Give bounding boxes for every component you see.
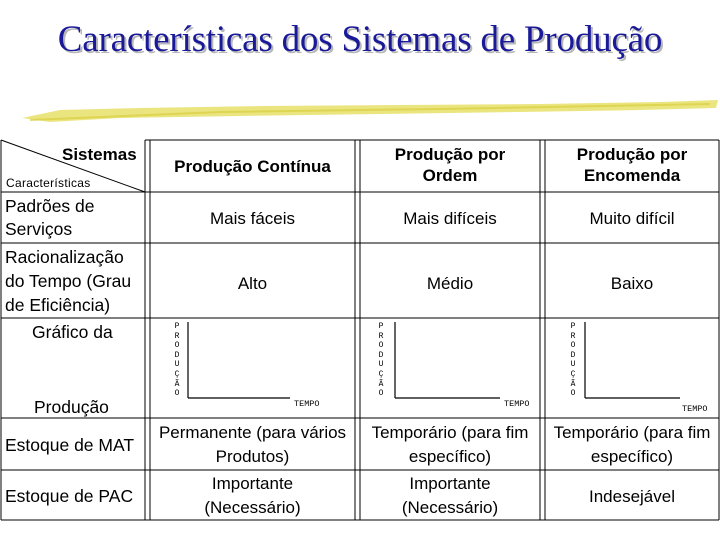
row-label-line: do Tempo (Grau	[5, 271, 132, 291]
cell-racionalizacao-ordem: Médio	[426, 274, 474, 293]
cell-line: específico)	[408, 447, 492, 466]
cell-line: Importante	[409, 474, 491, 493]
y-letter: O	[174, 389, 180, 399]
graph-x-label-continua: TEMPO	[294, 399, 320, 409]
mini-graph-axes	[188, 322, 680, 398]
col-header-line: Produção por	[394, 145, 506, 164]
y-letter: U	[570, 360, 576, 370]
row-label-line: Serviços	[5, 219, 73, 239]
row-label-line: de Eficiência)	[5, 295, 111, 315]
col-header-line: Produção por	[576, 145, 688, 164]
row-label-estoque-pac: Estoque de PAC	[5, 486, 134, 506]
y-letter: U	[174, 360, 180, 370]
cell-line: (Necessário)	[401, 498, 499, 517]
slide-title: Características dos Sistemas de Produção	[57, 19, 663, 60]
cell-pac-continua	[150, 472, 355, 520]
y-letter: D	[378, 350, 384, 360]
cell-line: Produtos)	[215, 447, 290, 466]
y-letter: Ç	[570, 369, 576, 379]
y-letter: O	[570, 341, 576, 351]
col-header-encomenda	[545, 144, 719, 187]
cell-racionalizacao-continua: Alto	[237, 274, 268, 293]
y-letter: O	[378, 341, 384, 351]
row-label-line: Racionalização	[5, 247, 124, 267]
col-header-continua	[150, 156, 355, 177]
cell-mat-continua	[150, 421, 355, 469]
y-letter: R	[378, 331, 384, 341]
row-label-padroes	[5, 195, 145, 241]
y-letter: U	[378, 360, 384, 370]
y-letter: D	[570, 350, 576, 360]
y-letter: Ã	[570, 379, 576, 389]
cell-line: (Necessário)	[204, 498, 301, 517]
col-header-line: Produção Contínua	[174, 157, 331, 176]
cell-padroes-encomenda: Muito difícil	[589, 209, 675, 228]
y-letter: P	[174, 322, 180, 331]
cell-line: específico)	[590, 447, 674, 466]
col-header-line: Encomenda	[583, 166, 681, 186]
y-letter: O	[174, 341, 180, 351]
y-letter: Ã	[378, 379, 384, 389]
graph-x-label-encomenda: TEMPO	[682, 404, 708, 414]
y-letter: P	[570, 322, 576, 331]
row-label-racionalizacao	[5, 245, 145, 317]
graph-x-label-ordem: TEMPO	[504, 399, 530, 409]
cell-line: Temporário (para fim	[553, 423, 711, 442]
cell-mat-ordem	[360, 421, 540, 469]
row-label-grafico-top: Gráfico da	[32, 322, 113, 342]
y-letter: O	[378, 389, 384, 399]
cell-padroes-ordem: Mais difíceis	[403, 209, 497, 228]
y-letter: Ç	[378, 369, 384, 379]
y-letter: Ã	[174, 379, 180, 389]
y-letter: D	[174, 350, 180, 360]
cell-padroes-continua: Mais fáceis	[209, 209, 296, 228]
y-letter: O	[570, 389, 576, 399]
row-label-line: Padrões de	[5, 196, 95, 216]
col-header-ordem	[360, 144, 540, 187]
cell-pac-encomenda: Indesejável	[588, 487, 675, 506]
cell-line: Permanente (para vários	[158, 423, 347, 442]
graph-y-label-continua	[172, 322, 182, 399]
cell-mat-encomenda	[545, 421, 719, 469]
y-letter: R	[174, 331, 180, 341]
row-label-grafico-bottom: Produção	[34, 397, 109, 417]
cell-racionalizacao-encomenda: Baixo	[610, 274, 654, 293]
col-header-line: Ordem	[422, 166, 478, 186]
graph-y-label-encomenda	[568, 322, 578, 399]
y-letter: P	[378, 322, 384, 331]
y-letter: Ç	[174, 369, 180, 379]
y-letter: R	[570, 331, 576, 341]
row-label-estoque-mat: Estoque de MAT	[5, 435, 135, 455]
cell-pac-ordem	[360, 472, 540, 520]
corner-bottom-label: Características	[6, 176, 91, 190]
corner-top-label: Sistemas	[62, 145, 137, 164]
cell-line: Importante	[211, 474, 294, 493]
graph-y-label-ordem	[376, 322, 386, 399]
cell-line: Temporário (para fim	[371, 423, 529, 442]
